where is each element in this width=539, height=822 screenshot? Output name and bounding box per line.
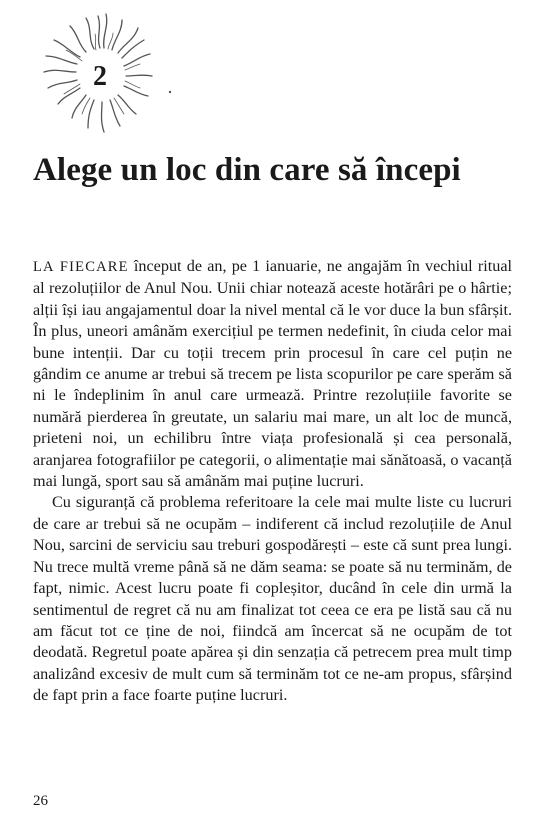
paragraph-2: Cu siguranță că problema referitoare la cele mai multe liste cu lucruri de care ar trebui să ne ocupăm – indiferent că includ rezoluțiile de Anul Nou, sarcini de serviciu sau treburi gospodărești – este că sunt prea lungi. Nu trece multă vreme până să ne dăm seama: se poate să nu terminăm, de fapt, nimic. Acest lucru poate fi copleșitor, ducând în cele din urmă la sentimentul de regret că nu am finalizat tot ceea ce era pe listă sau că nu am făcut tot ce ține de noi, fiindcă am încercat să ne ocupăm de tot deodată. Regretul poate apărea și din senzația că petrecem prea mult timp analizând excesiv de mult cum să terminăm tot ce ne-am propus, sfârșind de fapt prin a face foarte puține lucruri. <box>33 493 512 705</box>
chapter-title: Alege un loc din care să începi <box>33 152 461 188</box>
chapter-body <box>33 256 512 707</box>
page-number: 26 <box>33 793 48 809</box>
paragraph-1 <box>33 256 512 492</box>
paragraph-lead-smallcaps: LA FIECARE <box>33 259 129 275</box>
chapter-number: 2 <box>93 61 107 92</box>
paragraph-1-text: început de an, pe 1 ianuarie, ne angajăm în vechiul ritual al rezoluțiilor de Anul Nou. Unii chiar notează aceste hotărâri pe o hârtie; alții își iau angajamentul doar la nivel mental că le vor duce la bun sfârșit. În plus, uneori amânăm exercițiul pe termen nedefinit, în ciuda celor mai bune intenții. Dar cu toții trecem prin procesul în care cel puțin ne gândim ce anume ar trebui să trecem pe lista scopurilor pe care sperăm să ni le îndeplinim în anul care urmează. Printre rezoluțiile favorite se numără pierderea în greutate, un salariu mai mare, un alt loc de muncă, prieteni noi, un echilibru între viața profesională și cea personală, aranjarea fotografiilor pe categorii, o alimentație mai sănătoasă, o vacanță mai lungă, sport sau să amânăm mai puține lucruri. <box>33 257 513 491</box>
